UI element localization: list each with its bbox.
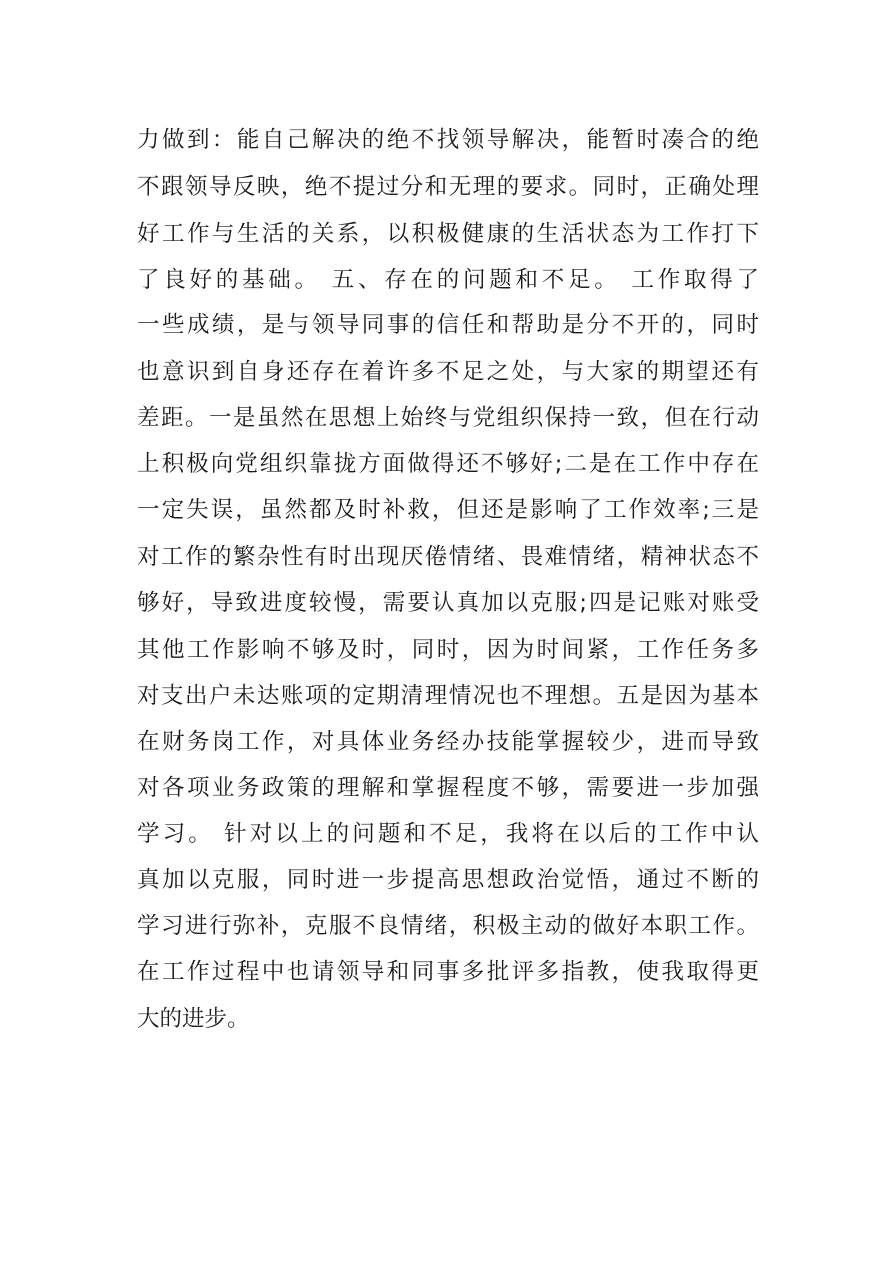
paragraph-line: 在财务岗工作，对具体业务经办技能掌握较少，进而导致 [137, 729, 759, 755]
paragraph-line: 一定失误，虽然都及时补救，但还是影响了工作效率;三是 [137, 497, 759, 523]
paragraph-line: 对各项业务政策的理解和掌握程度不够，需要进一步加强 [137, 775, 759, 801]
paragraph-line: 对支出户未达账项的定期清理情况也不理想。五是因为基本 [137, 683, 759, 709]
paragraph-line: 够好，导致进度较慢，需要认真加以克服;四是记账对账受 [137, 590, 759, 616]
paragraph-line: 其他工作影响不够及时，同时，因为时间紧，工作任务多 [137, 637, 759, 663]
paragraph-line: 对工作的繁杂性有时出现厌倦情绪、畏难情绪，精神状态不 [137, 544, 759, 570]
paragraph-line: 学习。 针对以上的问题和不足，我将在以后的工作中认 [137, 821, 759, 847]
paragraph-line: 一些成绩，是与领导同事的信任和帮助是分不开的，同时 [137, 312, 759, 338]
paragraph-line: 真加以克服，同时进一步提高思想政治觉悟，通过不断的 [137, 867, 759, 893]
paragraph-line: 也意识到自身还存在着许多不足之处，与大家的期望还有 [137, 359, 759, 385]
paragraph-line: 大的进步。 [137, 1006, 250, 1032]
paragraph-line: 差距。一是虽然在思想上始终与党组织保持一致，但在行动 [137, 405, 759, 431]
paragraph-line: 力做到：能自己解决的绝不找领导解决，能暂时凑合的绝 [137, 127, 759, 153]
paragraph-line: 好工作与生活的关系，以积极健康的生活状态为工作打下 [137, 221, 759, 247]
paragraph-line: 了良好的基础。 五、存在的问题和不足。 工作取得了 [137, 267, 759, 293]
paragraph-line: 上积极向党组织靠拢方面做得还不够好;二是在工作中存在 [137, 451, 759, 477]
paragraph-line: 不跟领导反映，绝不提过分和无理的要求。同时，正确处理 [137, 174, 759, 200]
paragraph-line: 在工作过程中也请领导和同事多批评多指教，使我取得更 [137, 959, 759, 985]
paragraph-line: 学习进行弥补，克服不良情绪，积极主动的做好本职工作。 [137, 913, 759, 939]
